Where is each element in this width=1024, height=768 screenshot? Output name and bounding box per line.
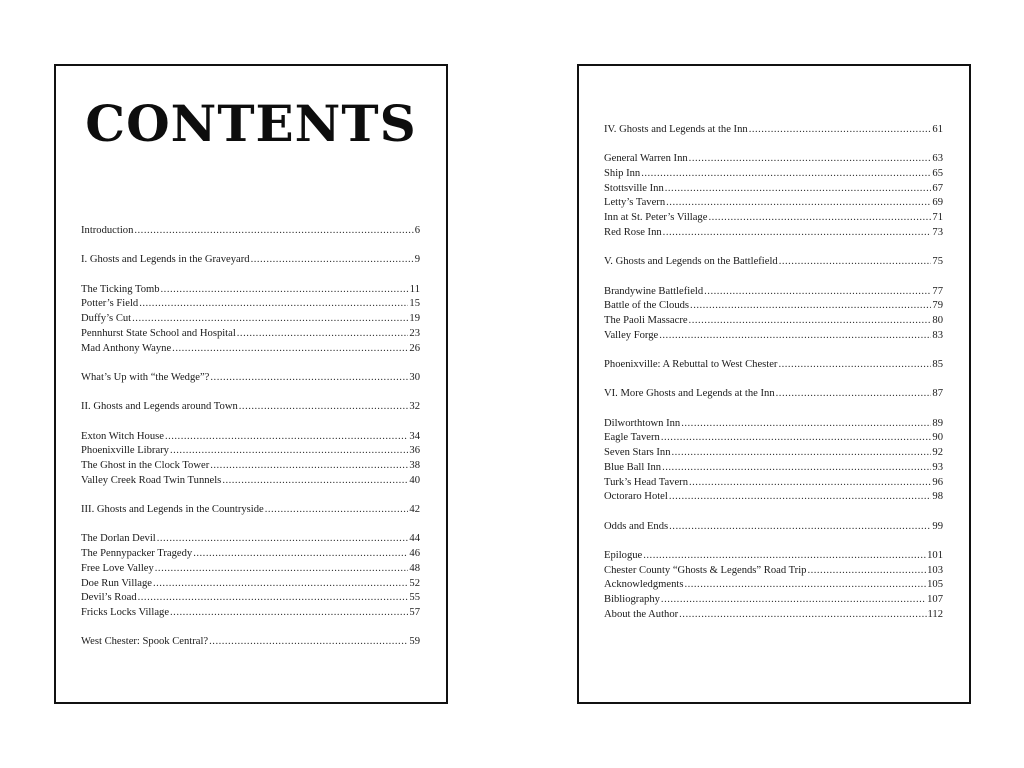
- toc-entry: [604, 520, 943, 535]
- toc-entry-page-number: 38: [409, 460, 420, 471]
- toc-entry-title: Bibliography: [604, 594, 660, 605]
- toc-entry-title: Blue Ball Inn: [604, 461, 662, 473]
- toc-entry-title: Introduction: [81, 225, 134, 236]
- toc-entry-title: Pennhurst State School and Hospital: [81, 327, 236, 339]
- toc-entry: [81, 591, 420, 606]
- toc-entry-title: Duffy’s Cut: [81, 313, 132, 325]
- toc-entry: [81, 503, 420, 518]
- toc-entry-page-number: 112: [927, 608, 943, 620]
- toc-entry: [604, 255, 943, 270]
- toc-entry-page-number: 30: [409, 371, 420, 383]
- toc-entry-title: Octoraro Hotel: [604, 491, 668, 503]
- toc-entry-title: Acknowledgments: [604, 579, 684, 591]
- toc-entry: [81, 547, 420, 562]
- toc-entry: [81, 371, 420, 386]
- toc-entry-page-number: 59: [409, 636, 420, 648]
- toc-entry-page-number: 93: [932, 461, 943, 473]
- toc-entry-title: Phoenixville Library: [81, 445, 169, 457]
- toc-dot-leader: [662, 461, 931, 476]
- toc-dot-leader: [161, 283, 409, 298]
- toc-entry-title: Turk’s Head Tavern: [604, 476, 688, 488]
- toc-list-left: [81, 224, 420, 650]
- toc-dot-leader: [665, 182, 932, 197]
- toc-dot-leader: [679, 608, 926, 623]
- toc-entry-page-number: 63: [932, 153, 943, 165]
- toc-dot-leader: [708, 211, 931, 226]
- toc-dot-leader: [165, 430, 408, 445]
- toc-dot-leader: [776, 387, 932, 402]
- toc-entry: [604, 167, 943, 182]
- toc-dot-leader: [172, 342, 408, 357]
- toc-dot-leader: [210, 371, 408, 386]
- toc-entry-title: Odds and Ends: [604, 520, 669, 532]
- toc-dot-leader: [807, 564, 926, 579]
- toc-entry: [81, 577, 420, 592]
- toc-entry: [604, 608, 943, 623]
- toc-entry-title: Mad Anthony Wayne: [81, 342, 172, 354]
- toc-entry-title: The Ticking Tomb: [81, 283, 160, 295]
- toc-entry-title: IV. Ghosts and Legends at the Inn: [604, 124, 748, 135]
- toc-entry-page-number: 75: [932, 256, 943, 268]
- toc-entry-page-number: 107: [927, 594, 943, 605]
- toc-entry-title: Potter’s Field: [81, 298, 139, 310]
- toc-entry-title: I. Ghosts and Legends in the Graveyard: [81, 254, 250, 266]
- toc-dot-leader: [210, 459, 408, 474]
- toc-entry-title: Inn at St. Peter’s Village: [604, 212, 708, 224]
- toc-entry-title: The Ghost in the Clock Tower: [81, 460, 210, 471]
- toc-entry: [81, 532, 420, 547]
- toc-entry-page-number: 11: [409, 283, 420, 295]
- toc-entry-page-number: 96: [932, 476, 943, 488]
- toc-entry-page-number: 44: [409, 533, 420, 545]
- toc-entry: [81, 253, 420, 268]
- toc-entry-page-number: 73: [932, 226, 943, 238]
- toc-entry: [604, 226, 943, 241]
- toc-dot-leader: [265, 503, 409, 518]
- toc-entry: [604, 387, 943, 402]
- toc-dot-leader: [138, 591, 409, 606]
- toc-entry-title: Brandywine Battlefield: [604, 285, 704, 297]
- toc-entry-title: Letty’s Tavern: [604, 197, 666, 209]
- toc-entry-page-number: 34: [409, 430, 420, 442]
- toc-entry-page-number: 55: [409, 592, 420, 604]
- toc-dot-leader: [659, 329, 931, 344]
- toc-entry-page-number: 80: [932, 314, 943, 326]
- toc-entry-title: II. Ghosts and Legends around Town: [81, 401, 238, 413]
- toc-dot-leader: [139, 297, 408, 312]
- toc-entry: [604, 196, 943, 211]
- toc-dot-leader: [222, 474, 408, 489]
- toc-entry-page-number: 101: [927, 549, 943, 561]
- toc-entry-title: The Dorlan Devil: [81, 533, 156, 545]
- toc-entry: [604, 417, 943, 432]
- toc-entry-page-number: 99: [932, 520, 943, 532]
- toc-dot-leader: [689, 314, 932, 329]
- toc-entry: [604, 358, 943, 373]
- toc-dot-leader: [157, 532, 409, 547]
- toc-entry: [604, 490, 943, 505]
- toc-entry-title: V. Ghosts and Legends on the Battlefield: [604, 256, 778, 268]
- contents-title: CONTENTS: [85, 94, 417, 153]
- toc-entry-page-number: 103: [927, 564, 943, 576]
- toc-entry-title: Epilogue: [604, 549, 643, 561]
- toc-dot-leader: [689, 476, 931, 491]
- toc-dot-leader: [666, 196, 931, 211]
- toc-entry: [604, 314, 943, 329]
- toc-entry-title: Dilworthtown Inn: [604, 417, 681, 429]
- toc-entry-title: Seven Stars Inn: [604, 447, 671, 459]
- toc-entry-title: Battle of the Clouds: [604, 300, 690, 312]
- toc-entry-page-number: 65: [932, 168, 943, 180]
- toc-entry-page-number: 26: [409, 342, 420, 354]
- toc-entry: [81, 474, 420, 489]
- toc-entry-page-number: 92: [932, 447, 943, 459]
- toc-entry-title: About the Author: [604, 608, 679, 620]
- toc-dot-leader: [251, 253, 414, 268]
- toc-dot-leader: [672, 446, 932, 461]
- toc-dot-leader: [778, 358, 931, 373]
- toc-entry: [604, 549, 943, 564]
- toc-entry-title: Chester County “Ghosts & Legends” Road Trip: [604, 564, 807, 576]
- toc-entry-page-number: 83: [932, 329, 943, 341]
- toc-entry: [604, 152, 943, 167]
- toc-entry-page-number: 57: [409, 606, 420, 618]
- toc-dot-leader: [749, 123, 932, 138]
- toc-entry: [604, 299, 943, 314]
- toc-entry-page-number: 15: [409, 298, 420, 310]
- toc-entry-title: Devil’s Road: [81, 592, 137, 604]
- toc-entry: [604, 446, 943, 461]
- toc-dot-leader: [155, 562, 409, 577]
- right-page: [577, 64, 971, 704]
- toc-entry-title: Ship Inn: [604, 168, 641, 180]
- toc-entry-page-number: 9: [414, 254, 420, 266]
- toc-dot-leader: [170, 606, 408, 621]
- toc-entry: [604, 564, 943, 579]
- toc-entry-title: III. Ghosts and Legends in the Countryside: [81, 504, 264, 516]
- toc-entry: [81, 297, 420, 312]
- toc-entry-page-number: 77: [932, 285, 943, 297]
- toc-dot-leader: [153, 577, 408, 592]
- toc-entry-title: General Warren Inn: [604, 153, 688, 165]
- toc-dot-leader: [239, 400, 409, 415]
- toc-dot-leader: [684, 578, 926, 593]
- toc-entry: [604, 476, 943, 491]
- toc-dot-leader: [681, 417, 931, 432]
- toc-entry: [81, 342, 420, 357]
- toc-entry-page-number: 90: [932, 432, 943, 444]
- toc-entry-page-number: 19: [409, 313, 420, 325]
- toc-entry: [604, 461, 943, 476]
- toc-dot-leader: [170, 444, 408, 459]
- toc-entry-page-number: 23: [409, 327, 420, 339]
- toc-entry: [604, 285, 943, 300]
- toc-entry-title: VI. More Ghosts and Legends at the Inn: [604, 388, 775, 400]
- toc-entry-page-number: 98: [932, 491, 943, 503]
- toc-entry-page-number: 36: [409, 445, 420, 457]
- toc-entry-page-number: 42: [409, 504, 420, 516]
- toc-entry: [81, 444, 420, 459]
- toc-dot-leader: [669, 520, 931, 535]
- toc-entry-page-number: 6: [414, 225, 420, 236]
- toc-entry: [81, 606, 420, 621]
- toc-entry-page-number: 79: [932, 300, 943, 312]
- toc-dot-leader: [704, 285, 931, 300]
- toc-entry-title: Valley Forge: [604, 329, 659, 341]
- toc-entry-page-number: 69: [932, 197, 943, 209]
- toc-entry-title: Stottsville Inn: [604, 182, 664, 194]
- toc-entry: [81, 224, 420, 239]
- toc-entry: [604, 123, 943, 138]
- toc-entry-page-number: 71: [932, 212, 943, 224]
- toc-dot-leader: [661, 431, 932, 446]
- toc-dot-leader: [132, 312, 408, 327]
- toc-dot-leader: [689, 152, 932, 167]
- toc-entry-title: The Pennypacker Tragedy: [81, 548, 193, 560]
- toc-entry-page-number: 48: [409, 562, 420, 574]
- toc-dot-leader: [661, 593, 926, 608]
- toc-list-right: [604, 123, 943, 622]
- toc-entry-title: Eagle Tavern: [604, 432, 660, 444]
- toc-entry-page-number: 89: [932, 417, 943, 429]
- toc-entry-page-number: 46: [409, 548, 420, 560]
- toc-dot-leader: [663, 226, 932, 241]
- toc-entry-title: Doe Run Village: [81, 577, 152, 589]
- toc-entry-title: Red Rose Inn: [604, 226, 662, 238]
- toc-dot-leader: [641, 167, 931, 182]
- toc-dot-leader: [209, 635, 408, 650]
- toc-entry: [81, 400, 420, 415]
- toc-entry: [604, 211, 943, 226]
- toc-entry-page-number: 67: [932, 182, 943, 194]
- toc-entry: [604, 593, 943, 608]
- toc-entry: [81, 312, 420, 327]
- toc-dot-leader: [779, 255, 932, 270]
- toc-entry: [81, 430, 420, 445]
- toc-entry-title: Exton Witch House: [81, 430, 164, 442]
- toc-entry: [604, 578, 943, 593]
- toc-entry-title: Free Love Valley: [81, 562, 154, 574]
- toc-dot-leader: [193, 547, 408, 562]
- toc-entry-page-number: 52: [409, 577, 420, 589]
- toc-entry-title: Phoenixville: A Rebuttal to West Chester: [604, 359, 778, 370]
- toc-entry-title: West Chester: Spook Central?: [81, 636, 209, 648]
- toc-entry: [81, 562, 420, 577]
- toc-entry: [604, 182, 943, 197]
- toc-entry-page-number: 61: [932, 124, 943, 135]
- toc-entry: [604, 431, 943, 446]
- toc-entry: [604, 329, 943, 344]
- left-page: [54, 64, 448, 704]
- toc-dot-leader: [134, 224, 413, 239]
- toc-entry-page-number: 87: [932, 388, 943, 400]
- toc-entry-page-number: 32: [409, 401, 420, 413]
- toc-dot-leader: [669, 490, 932, 505]
- toc-dot-leader: [643, 549, 926, 564]
- toc-dot-leader: [237, 327, 409, 342]
- toc-entry: [81, 327, 420, 342]
- toc-entry-title: Valley Creek Road Twin Tunnels: [81, 474, 222, 486]
- toc-entry-title: Fricks Locks Village: [81, 606, 170, 618]
- toc-entry: [81, 635, 420, 650]
- toc-entry-page-number: 40: [409, 474, 420, 486]
- toc-dot-leader: [690, 299, 931, 314]
- toc-entry-title: What’s Up with “the Wedge”?: [81, 371, 210, 383]
- toc-entry-page-number: 105: [927, 579, 943, 591]
- toc-entry: [81, 283, 420, 298]
- toc-entry-page-number: 85: [932, 359, 943, 370]
- toc-entry: [81, 459, 420, 474]
- toc-entry-title: The Paoli Massacre: [604, 314, 688, 326]
